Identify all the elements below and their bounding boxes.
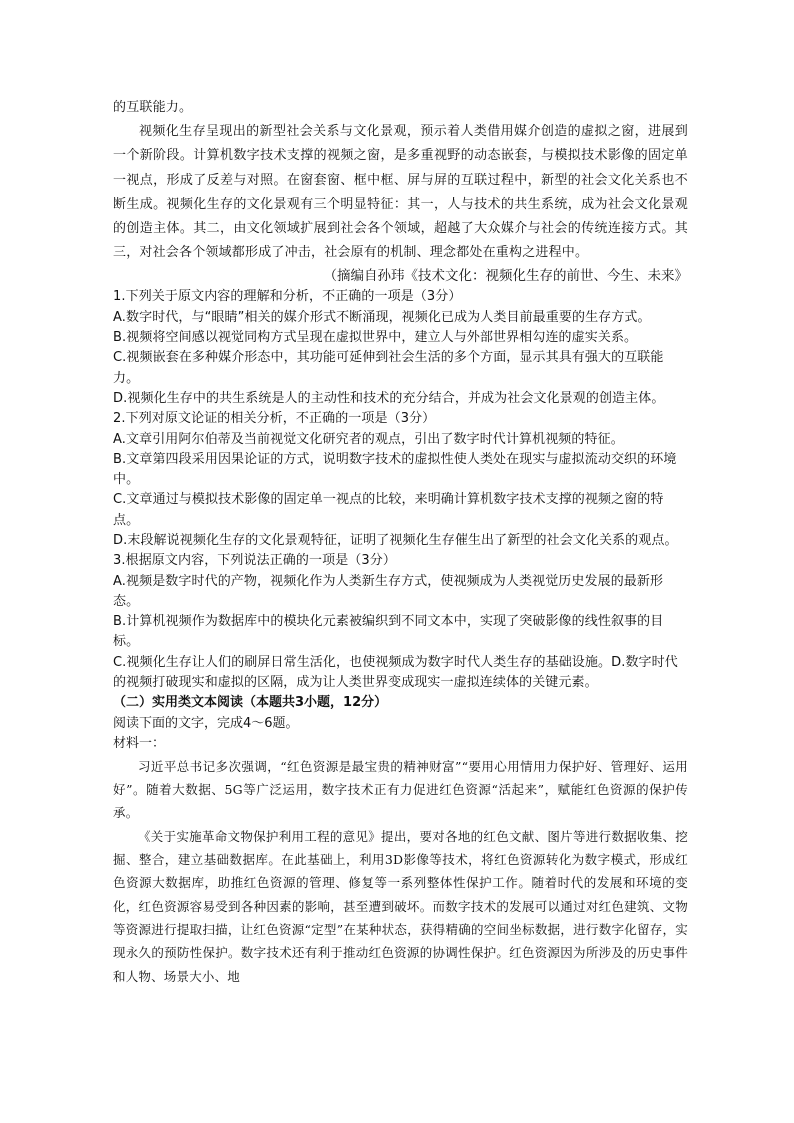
option-d: D.视频化生存中的共生系统是人的主动性和技术的充分结合，并成为社会文化景观的创造主体。 [113, 390, 665, 406]
section-instruction: 阅读下面的文字，完成4～6题。 [113, 715, 299, 731]
passage-paragraph: 视频化生存呈现出的新型社会关系与文化景观，预示着人类借用媒介创造的虚拟之窗，进展到一个新阶段。计算机数字技术支撑的视频之窗，是多重视野的动态嵌套，与模拟技术影像的固定单一视点，形成了反差与对照。在窗套窗、框中框、屏与屏的互联过程中，新型的社会文化关系也不断生成。视频化生存的文化景观有三个明显特征：其一，人与技术的共生系统，成为社会文化景观的创造主体。其二，由文化领域扩展到社会各个领域，超越了大众媒介与社会的传统连接方式。其三，对社会各个领域都形成了冲击，社会原有的机制、理念都处在重构之进程中。 [113, 124, 688, 261]
passage-carryover-line: 的互联能力。 [113, 100, 193, 115]
option-c: C.视频嵌套在多种媒介形态中，其功能可延伸到社会生活的多个方面，显示其具有强大的互联能力。 [113, 350, 664, 386]
section-practical-reading [113, 693, 688, 987]
option-d: D.末段解说视频化生存的文化景观特征，证明了视频化生存催生出了新型的社会文化关系的观点。 [113, 532, 678, 548]
question-1 [113, 287, 688, 409]
question-3 [113, 551, 688, 693]
option-a: A.数字时代，与“眼睛”相关的媒介形式不断涌现，视频化已成为人类目前最重要的生存方式。 [113, 309, 651, 325]
section-title: （二）实用类文本阅读（本题共3小题，12分） [113, 695, 388, 711]
option-a: A.视频是数字时代的产物，视频化作为人类新生存方式，使视频成为人类视觉历史发展的最新形态。 [113, 573, 664, 609]
document-page [113, 96, 688, 988]
material-paragraph: 《关于实施革命文物保护利用工程的意见》提出，要对各地的红色文献、图片等进行数据收集、挖掘、整合，建立基础数据库。在此基础上，利用3D影像等技术，将红色资源转化为数字模式，形成红色资源大数据库，助推红色资源的管理、修复等一系列整体性保护工作。随着时代的发展和环境的变化，红色资源容易受到各种因素的影响，甚至遭到破坏。而数字技术的发展可以通过对红色建筑、文物等资源进行提取扫描，让红色资源“定型”在某种状态，获得精确的空间坐标数据，进行数字化留存，实现永久的预防性保护。数字技术还有利于推动红色资源的协调性保护。红色资源因为所涉及的历史事件和人物、场景大小、地 [113, 828, 688, 984]
option-b: B.计算机视频作为数据库中的模块化元素被编织到不同文本中，实现了突破影像的线性叙事的目标。 [113, 614, 664, 650]
option-a: A.文章引用阿尔伯蒂及当前视觉文化研究者的观点，引出了数字时代计算机视频的特征。 [113, 431, 624, 447]
question-stem: 3.根据原文内容，下列说法正确的一项是（3分） [113, 553, 396, 569]
question-stem: 2.下列对原文论证的相关分析，不正确的一项是（3分） [113, 411, 436, 427]
question-2 [113, 409, 688, 551]
option-b: B.文章第四段采用因果论证的方式，说明数字技术的虚拟性使人类处在现实与虚拟流动交织的环境中。 [113, 451, 677, 488]
option-c-d: C.视频化生存让人们的刷屏日常生活化，也使视频成为数字时代人类生存的基础设施。D.数字时代的视频打破现实和虚拟的区隔，成为让人类世界变成现实一虚拟连续体的关键元素。 [113, 654, 678, 691]
passage-one [113, 96, 688, 287]
question-stem: 1.下列关于原文内容的理解和分析，不正确的一项是（3分） [113, 289, 462, 305]
option-c: C.文章通过与模拟技术影像的固定单一视点的比较，来明确计算机数字技术支撑的视频之窗的特点。 [113, 492, 664, 528]
material-paragraph: 习近平总书记多次强调，“红色资源是最宝贵的精神财富”“要用心用情用力保护好、管理好、运用好”。随着大数据、5G等广泛运用，数字技术正有力促进红色资源“活起来”，赋能红色资源的保护传承。 [113, 758, 688, 821]
material-label: 材料一： [113, 736, 166, 752]
option-b: B.视频将空间感以视觉同构方式呈现在虚拟世界中，建立人与外部世界相勾连的虚实关系。 [113, 330, 638, 346]
source-citation: （摘编自孙玮《技术文化：视频化生存的前世、今生、未来》 [323, 268, 688, 285]
